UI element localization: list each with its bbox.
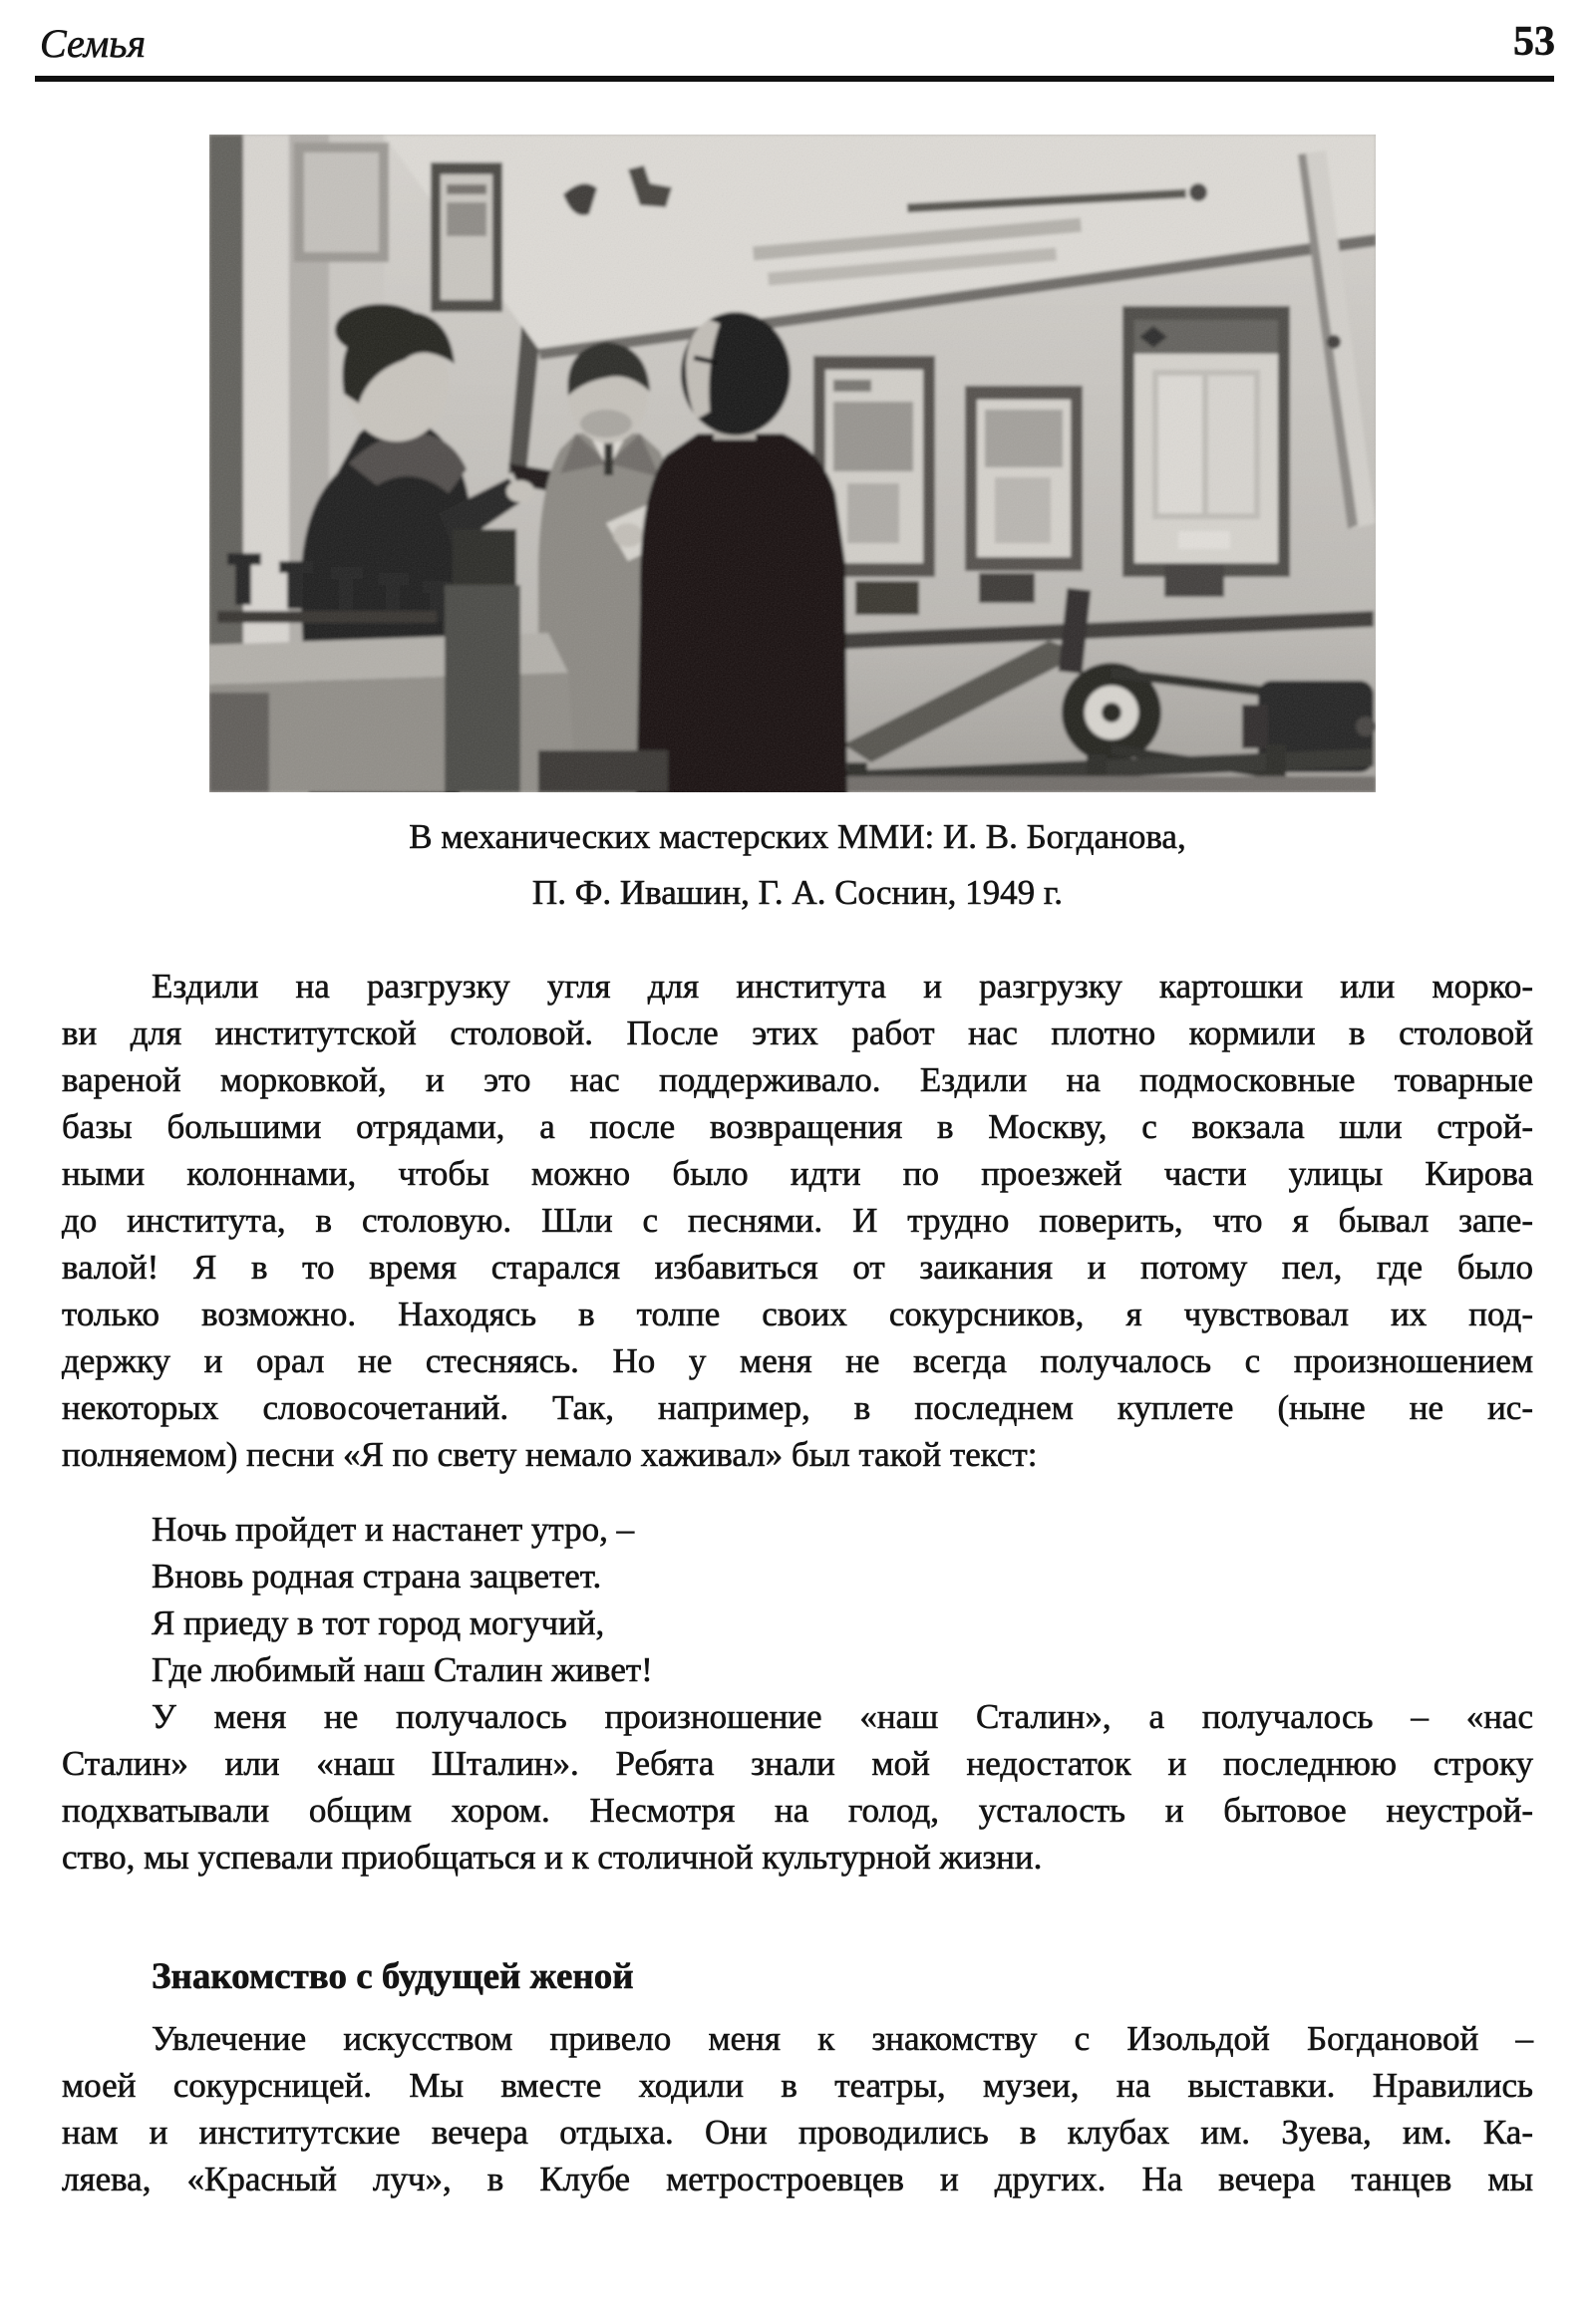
text-line: ными колоннами, чтобы можно было идти по проезжей части улицы Кирова xyxy=(62,1154,1533,1193)
text-line: У меня не получалось произношение «наш Сталин», а получалось – «нас xyxy=(152,1697,1533,1736)
photo-caption-line-2: П. Ф. Ивашин, Г. А. Соснин, 1949 г. xyxy=(531,873,1064,912)
page-number: 53 xyxy=(1513,19,1555,65)
photo-illustration xyxy=(209,135,1376,792)
section-heading: Знакомство с будущей женой xyxy=(152,1956,634,1997)
text-line: подхватывали общим хором. Несмотря на голод, усталость и бытовое неустрой- xyxy=(62,1791,1533,1830)
text-line: нам и институтские вечера отдыха. Они проводились в клубах им. Зуева, им. Ка- xyxy=(62,2113,1533,2152)
body-text xyxy=(62,963,1533,2202)
text-line: до института, в столовую. Шли с песнями. И трудно поверить, что я бывал запе- xyxy=(62,1201,1533,1240)
running-head: Семья xyxy=(40,21,147,66)
photo-caption xyxy=(100,809,1495,921)
text-line: валой! Я в то время старался избавиться от заикания и потому пел, где было xyxy=(62,1248,1533,1287)
text-line: базы большими отрядами, а после возвращения в Москву, с вокзала шли строй- xyxy=(62,1107,1533,1146)
text-line: Увлечение искусством привело меня к знакомству с Изольдой Богдановой – xyxy=(152,2019,1533,2058)
text-line: держку и орал не стесняясь. Но у меня не всегда получалось с произношением xyxy=(62,1341,1533,1380)
text-line: ляева, «Красный луч», в Клубе метростроевцев и других. На вечера танцев мы xyxy=(62,2160,1533,2198)
photograph xyxy=(209,135,1376,792)
poem-quote xyxy=(62,1506,1533,1693)
text-line: моей сокурсницей. Мы вместе ходили в театры, музеи, на выставки. Нравились xyxy=(62,2066,1533,2105)
paragraph-2 xyxy=(62,1693,1533,1881)
text-line: полняемом) песни «Я по свету немало хаживал» был такой текст: xyxy=(62,1435,1038,1474)
text-line: только возможно. Находясь в толпе своих сокурсников, я чувствовал их под- xyxy=(62,1295,1533,1333)
paragraph-1 xyxy=(62,963,1533,1478)
header-rule xyxy=(35,76,1554,82)
text-line: вареной морковкой, и это нас поддерживало. Ездили на подмосковные товарные xyxy=(62,1060,1533,1099)
poem-line: Вновь родная страна зацветет. xyxy=(152,1557,602,1596)
text-line: ство, мы успевали приобщаться и к столичной культурной жизни. xyxy=(62,1838,1043,1877)
text-line: Сталин» или «наш Шталин». Ребята знали мой недостаток и последнюю строку xyxy=(62,1744,1533,1783)
poem-line: Я приеду в тот город могучий, xyxy=(152,1603,605,1642)
text-line: Ездили на разгрузку угля для института и разгрузку картошки или морко- xyxy=(152,967,1533,1006)
text-line: ви для институтской столовой. После этих работ нас плотно кормили в столовой xyxy=(62,1014,1533,1052)
poem-line: Где любимый наш Сталин живет! xyxy=(152,1650,653,1689)
poem-line: Ночь пройдет и настанет утро, – xyxy=(152,1510,635,1549)
paragraph-3 xyxy=(62,2015,1533,2202)
photo-caption-line-1: В механических мастерских ММИ: И. В. Богданова, xyxy=(409,817,1186,856)
text-line: некоторых словосочетаний. Так, например, в последнем куплете (ныне не ис- xyxy=(62,1388,1533,1427)
